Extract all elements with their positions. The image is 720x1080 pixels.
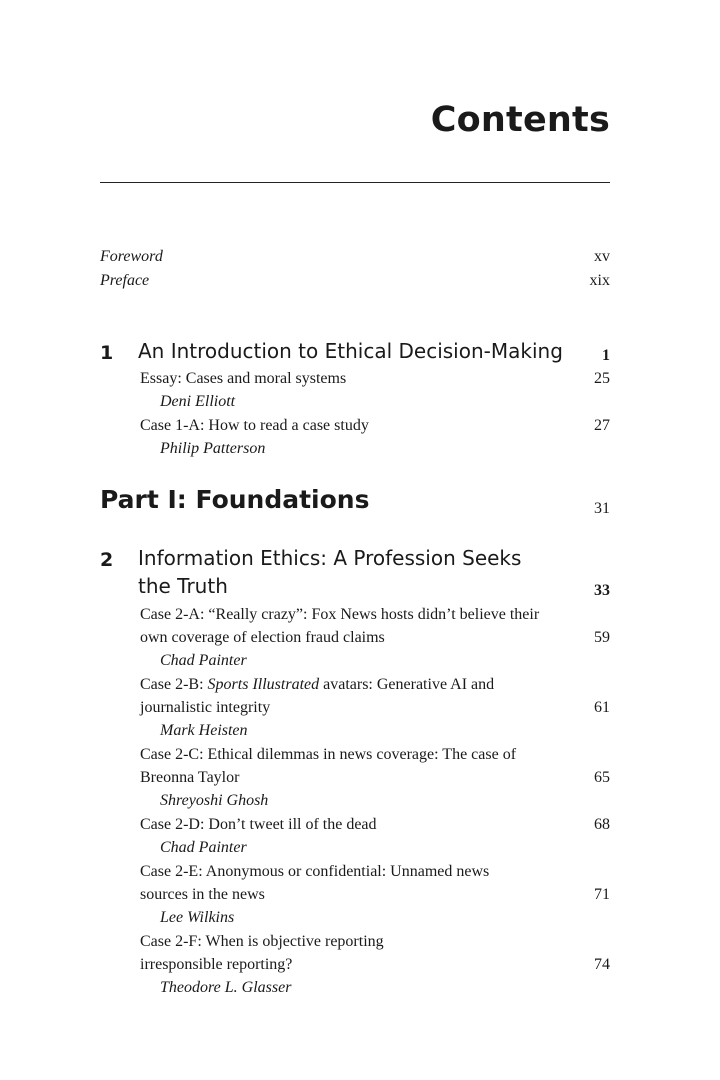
toc-entry-title-line-2: Breonna Taylor xyxy=(140,769,240,786)
toc-entry-title-line-1: Case 2-F: When is objective reporting xyxy=(140,933,384,950)
chapter-title-line-2: the Truth xyxy=(138,574,228,598)
chapter-title: An Introduction to Ethical Decision-Making xyxy=(138,339,563,363)
toc-entry-label: Foreword xyxy=(100,248,163,265)
title-rule xyxy=(100,182,610,183)
toc-entry-title-line-2: irresponsible reporting? xyxy=(140,956,293,973)
toc-page-number: 25 xyxy=(594,370,610,387)
toc-entry-title-line-2: journalistic integrity xyxy=(140,699,271,716)
toc-page-number: 65 xyxy=(594,769,610,786)
toc-entry-label: Preface xyxy=(100,272,150,289)
toc-entry-title: Essay: Cases and moral systems xyxy=(140,370,347,387)
toc-page-number: 31 xyxy=(594,500,610,517)
toc-entry-title: Case 1-A: How to read a case study xyxy=(140,417,369,434)
toc-entry-title-line-1: Case 2-E: Anonymous or confidential: Unnamed news xyxy=(140,863,490,880)
chapter-title-line-1: Information Ethics: A Profession Seeks xyxy=(138,546,522,570)
author-name: Shreyoshi Ghosh xyxy=(160,792,269,809)
toc-page-number: 27 xyxy=(594,417,610,434)
part-1-heading[interactable] xyxy=(100,485,610,522)
toc-entry-title-line-2: own coverage of election fraud claims xyxy=(140,629,385,646)
toc-page-number: 74 xyxy=(594,956,610,973)
toc-entry-title-line-1: Case 2-D: Don’t tweet ill of the dead xyxy=(140,816,377,833)
toc-page-number: 71 xyxy=(594,886,610,903)
author-name: Chad Painter xyxy=(160,652,247,669)
author-name: Chad Painter xyxy=(160,839,247,856)
author-name: Philip Patterson xyxy=(160,440,266,457)
author-name: Deni Elliott xyxy=(160,393,236,410)
part-title: Part I: Foundations xyxy=(100,485,370,514)
toc-entry-title-line-1: Case 2-B: Sports Illustrated avatars: Generative AI and xyxy=(140,676,495,693)
toc-entry-title-line-1: Case 2-C: Ethical dilemmas in news coverage: The case of xyxy=(140,746,517,763)
toc-page-number: 61 xyxy=(594,699,610,716)
toc-page-number: 33 xyxy=(594,582,610,599)
author-name: Mark Heisten xyxy=(160,722,248,739)
chapter-2-heading[interactable] xyxy=(100,547,610,603)
page-title: Contents xyxy=(430,100,610,140)
chapter-1-heading[interactable] xyxy=(100,340,610,368)
toc-entry-title-line-2: sources in the news xyxy=(140,886,265,903)
chapter-number: 1 xyxy=(100,342,114,364)
author-name: Lee Wilkins xyxy=(160,909,235,926)
toc-page-number: xv xyxy=(594,248,610,265)
toc-page-number: xix xyxy=(589,272,610,289)
chapter-number: 2 xyxy=(100,549,114,571)
author-name: Theodore L. Glasser xyxy=(160,979,292,996)
toc-page-number: 1 xyxy=(602,347,610,364)
toc-page-number: 59 xyxy=(594,629,610,646)
toc-page-number: 68 xyxy=(594,816,610,833)
toc-entry-title-line-1: Case 2-A: “Really crazy”: Fox News hosts didn’t believe their xyxy=(140,606,540,623)
